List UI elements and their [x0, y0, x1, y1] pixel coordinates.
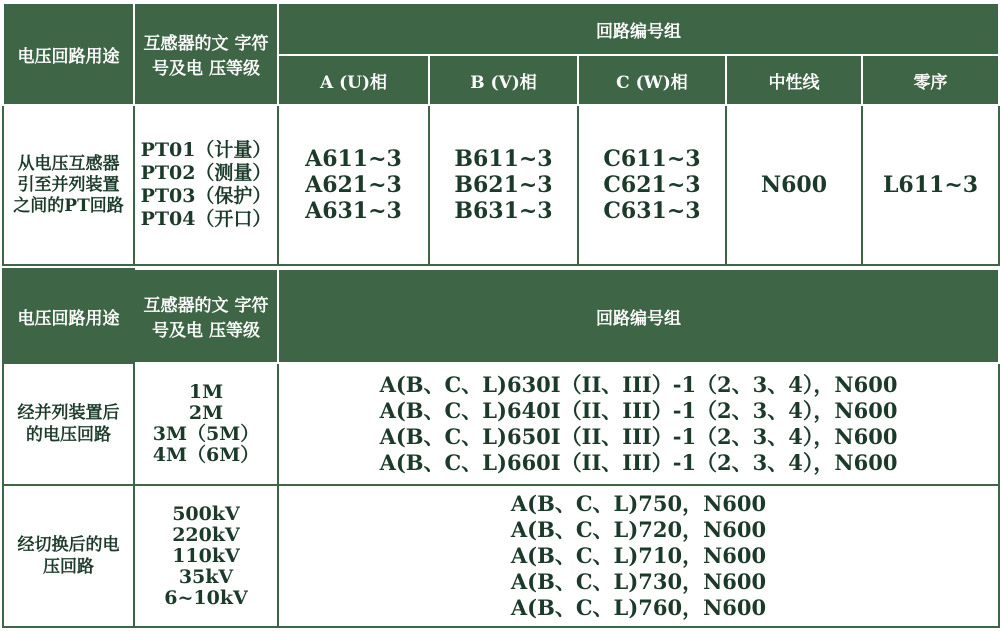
header-symbol-line: 号及电 压等级 — [152, 59, 260, 79]
code-line: A(B、C、L)750，N600 — [510, 491, 767, 516]
level-line: 500kV — [172, 502, 240, 525]
header-symbol — [134, 3, 278, 105]
level-line: 6~10kV — [164, 586, 248, 609]
header-group: 回路编号组 — [278, 3, 999, 55]
code-line: A(B、C、L)640I（II、III）-1（2、3、4），N600 — [379, 398, 898, 423]
code-line: C621~3 — [603, 172, 701, 198]
header-symbol-line: 互感器的文 字符 — [143, 296, 269, 316]
row-purpose — [3, 363, 134, 485]
level-line: 35kV — [178, 565, 234, 588]
header-symbol-line: 号及电 压等级 — [152, 321, 260, 341]
code-line: A631~3 — [305, 198, 402, 224]
purpose-line: 经切换后的电 — [17, 535, 120, 555]
header-symbol-line: 互感器的文 字符 — [143, 34, 269, 54]
row-codes — [278, 485, 999, 627]
code-line: C631~3 — [603, 198, 701, 224]
purpose-line: 的电压回路 — [26, 425, 111, 445]
row-symbols — [134, 105, 278, 265]
level-line: 110kV — [172, 544, 240, 567]
row-levels — [134, 485, 278, 627]
code-line: A(B、C、L)710，N600 — [510, 543, 767, 568]
symbol-line: PT04（开口） — [140, 208, 272, 230]
code-line: B621~3 — [454, 172, 553, 198]
cell-zero-sequence: L611~3 — [862, 105, 999, 265]
symbol-line: PT03（保护） — [140, 185, 272, 207]
code-line: B611~3 — [454, 146, 553, 172]
level-line: 4M（6M） — [152, 444, 260, 466]
header-purpose: 电压回路用途 — [3, 269, 134, 363]
header-symbol — [134, 269, 278, 363]
code-line: A621~3 — [305, 172, 402, 198]
purpose-line: 之间的PT回路 — [13, 195, 124, 216]
level-line: 2M — [188, 402, 224, 424]
header-col-zero: 零序 — [862, 55, 999, 105]
level-line: 1M — [188, 381, 224, 403]
header-group: 回路编号组 — [278, 269, 999, 363]
header-purpose: 电压回路用途 — [3, 3, 134, 105]
header-col-c: C (W)相 — [578, 55, 726, 105]
purpose-line: 压回路 — [43, 557, 94, 577]
row-purpose — [3, 485, 134, 627]
row-purpose — [3, 105, 134, 265]
code-line: C611~3 — [603, 146, 701, 172]
code-line: A(B、C、L)720，N600 — [510, 517, 767, 542]
pt-circuit-table — [2, 2, 1000, 266]
symbol-line: PT02（测量） — [140, 162, 272, 184]
header-col-b: B (V)相 — [429, 55, 578, 105]
code-line: A(B、C、L)650I（II、III）-1（2、3、4），N600 — [379, 424, 898, 449]
code-line: A(B、C、L)730，N600 — [510, 569, 767, 594]
level-line: 220kV — [172, 523, 240, 546]
row-levels — [134, 363, 278, 485]
cell-neutral: N600 — [726, 105, 862, 265]
symbol-line: PT01（计量） — [140, 139, 272, 161]
code-line: A(B、C、L)760，N600 — [510, 595, 767, 620]
code-line: B631~3 — [454, 198, 553, 224]
header-col-a: A (U)相 — [278, 55, 429, 105]
purpose-line: 从电压互感器 — [17, 153, 120, 174]
code-line: A(B、C、L)630I（II、III）-1（2、3、4），N600 — [379, 372, 898, 397]
code-line: A611~3 — [305, 146, 402, 172]
level-line: 3M（5M） — [152, 423, 260, 445]
code-line: A(B、C、L)660I（II、III）-1（2、3、4），N600 — [379, 450, 898, 475]
voltage-circuit-table — [2, 268, 1000, 628]
cell-phase-a — [278, 105, 429, 265]
header-col-neutral: 中性线 — [726, 55, 862, 105]
purpose-line: 经并列装置后 — [17, 403, 120, 423]
cell-phase-b — [429, 105, 578, 265]
row-codes — [278, 363, 999, 485]
purpose-line: 引至并列装置 — [17, 174, 120, 195]
cell-phase-c — [578, 105, 726, 265]
